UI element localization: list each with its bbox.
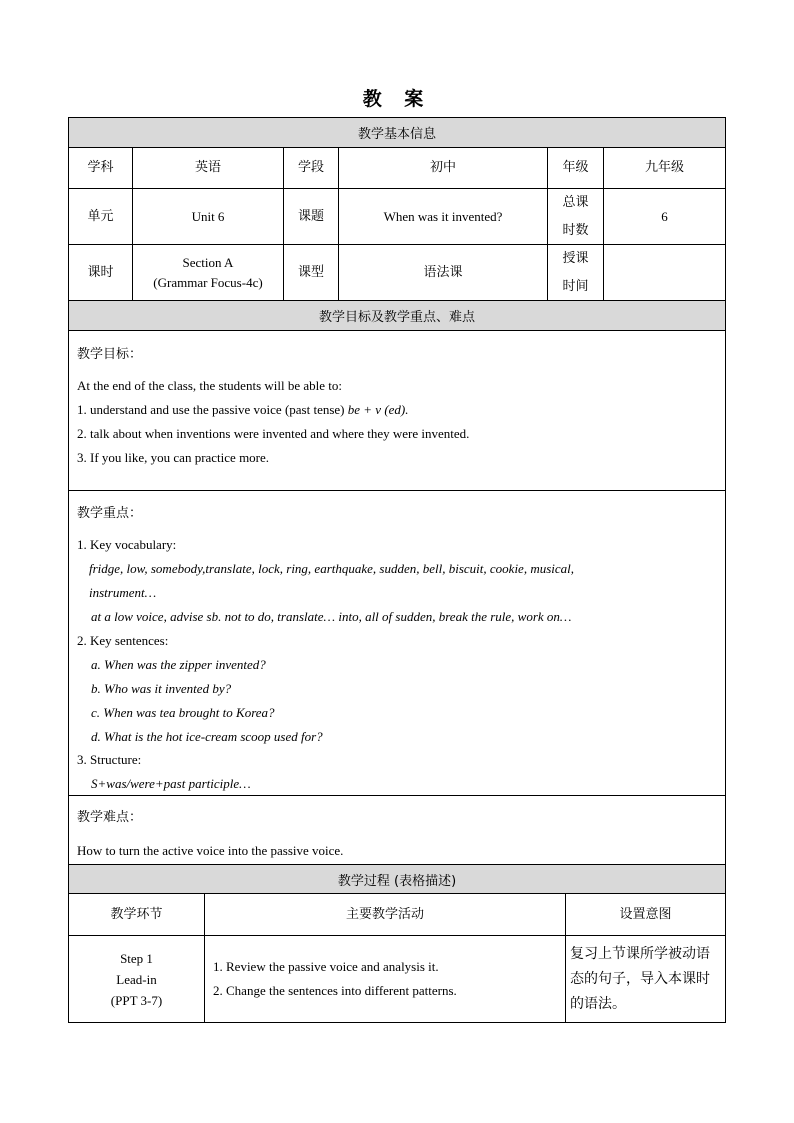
process-header: 教学过程 (表格描述): [68, 864, 726, 894]
topic-label: 课题: [283, 188, 339, 245]
objectives-header: 教学目标及教学重点、难点: [68, 300, 726, 331]
sentence-c: [91, 705, 275, 721]
teaching-time-label-line2: 时间: [562, 278, 589, 294]
objective-item-1-formula: be + v (ed).: [347, 402, 409, 417]
objectives-intro: At the end of the class, the students will be able to:: [77, 378, 342, 393]
unit-label: 单元: [68, 188, 133, 245]
period-value: [132, 244, 284, 301]
grade-label: 年级: [547, 147, 604, 189]
process-col-step: 教学环节: [68, 893, 205, 936]
vocab-line-1-text: fridge, low, somebody,translate, lock, ring, earthquake, sudden, bell, biscuit, cookie, musical,: [89, 561, 575, 576]
document-title: 教 案: [362, 88, 432, 110]
vocab-line-3-text: at a low voice, advise sb. not to do, translate… into, all of sudden, break the rule, work on…: [91, 609, 572, 624]
period-label: 课时: [68, 244, 133, 301]
structure-formula: [91, 776, 251, 792]
vocab-line-1: [89, 561, 574, 577]
period-value-line2: (Grammar Focus-4c): [153, 274, 263, 290]
lesson-type-value: 语法课: [338, 244, 548, 301]
total-hours-label-line1: 总课: [562, 194, 589, 210]
step-ppt-ref: (PPT 3-7): [110, 992, 163, 1008]
teaching-time-label: [547, 244, 604, 301]
process-col-purpose: 设置意图: [565, 893, 726, 936]
stage-value: 初中: [338, 147, 548, 189]
activity-item-2: 2. Change the sentences into different patterns.: [213, 983, 457, 998]
total-hours-label-line2: 时数: [562, 222, 589, 238]
subject-value: 英语: [132, 147, 284, 189]
structure-formula-text: S+was/were+past participle…: [91, 776, 251, 791]
objective-item-1-text: 1. understand and use the passive voice (past tense): [77, 402, 348, 417]
topic-value: When was it invented?: [338, 188, 548, 245]
process-step-cell: [68, 935, 205, 1023]
lesson-type-label: 课型: [283, 244, 339, 301]
total-hours-label: [547, 188, 604, 245]
vocab-label: 1. Key vocabulary:: [77, 537, 177, 552]
objectives-label: 教学目标：: [77, 347, 143, 362]
process-col-activity: 主要教学活动: [204, 893, 566, 936]
difficult-points-label: 教学难点：: [77, 810, 143, 825]
sentence-a-text: a. When was the zipper invented?: [91, 657, 266, 672]
period-value-line1: Section A: [182, 254, 234, 270]
sentence-d-text: d. What is the hot ice-cream scoop used for?: [91, 729, 323, 744]
sentence-b: [91, 681, 231, 697]
stage-label: 学段: [283, 147, 339, 189]
basic-info-header: 教学基本信息: [68, 117, 726, 148]
step-name: Lead-in: [116, 971, 157, 987]
vocab-line-2: [89, 585, 156, 601]
sentences-label: 2. Key sentences:: [77, 633, 169, 648]
process-purpose-cell: 复习上节课所学被动语态的句子，导入本课时的语法。: [565, 935, 726, 1023]
objective-item-1: [77, 402, 409, 418]
unit-value: Unit 6: [132, 188, 284, 245]
activity-item-1: 1. Review the passive voice and analysis it.: [213, 959, 439, 974]
objective-item-2: 2. talk about when inventions were invented and where they were invented.: [77, 426, 470, 441]
teaching-time-value: [603, 244, 726, 301]
sentence-b-text: b. Who was it invented by?: [91, 681, 232, 696]
vocab-line-2-text: instrument…: [89, 585, 157, 600]
teaching-time-label-line1: 授课: [562, 250, 589, 266]
sentence-d: [91, 729, 323, 745]
key-points-label: 教学重点：: [77, 506, 143, 521]
grade-value: 九年级: [603, 147, 726, 189]
step-number: Step 1: [120, 950, 153, 966]
process-activity-cell: [204, 935, 566, 1023]
structure-label: 3. Structure:: [77, 752, 142, 767]
subject-label: 学科: [68, 147, 133, 189]
difficult-points-text: How to turn the active voice into the passive voice.: [77, 843, 344, 858]
vocab-line-3: [91, 609, 571, 625]
sentence-c-text: c. When was tea brought to Korea?: [91, 705, 275, 720]
sentence-a: [91, 657, 266, 673]
total-hours-value: 6: [603, 188, 726, 245]
objective-item-3: 3. If you like, you can practice more.: [77, 450, 270, 465]
